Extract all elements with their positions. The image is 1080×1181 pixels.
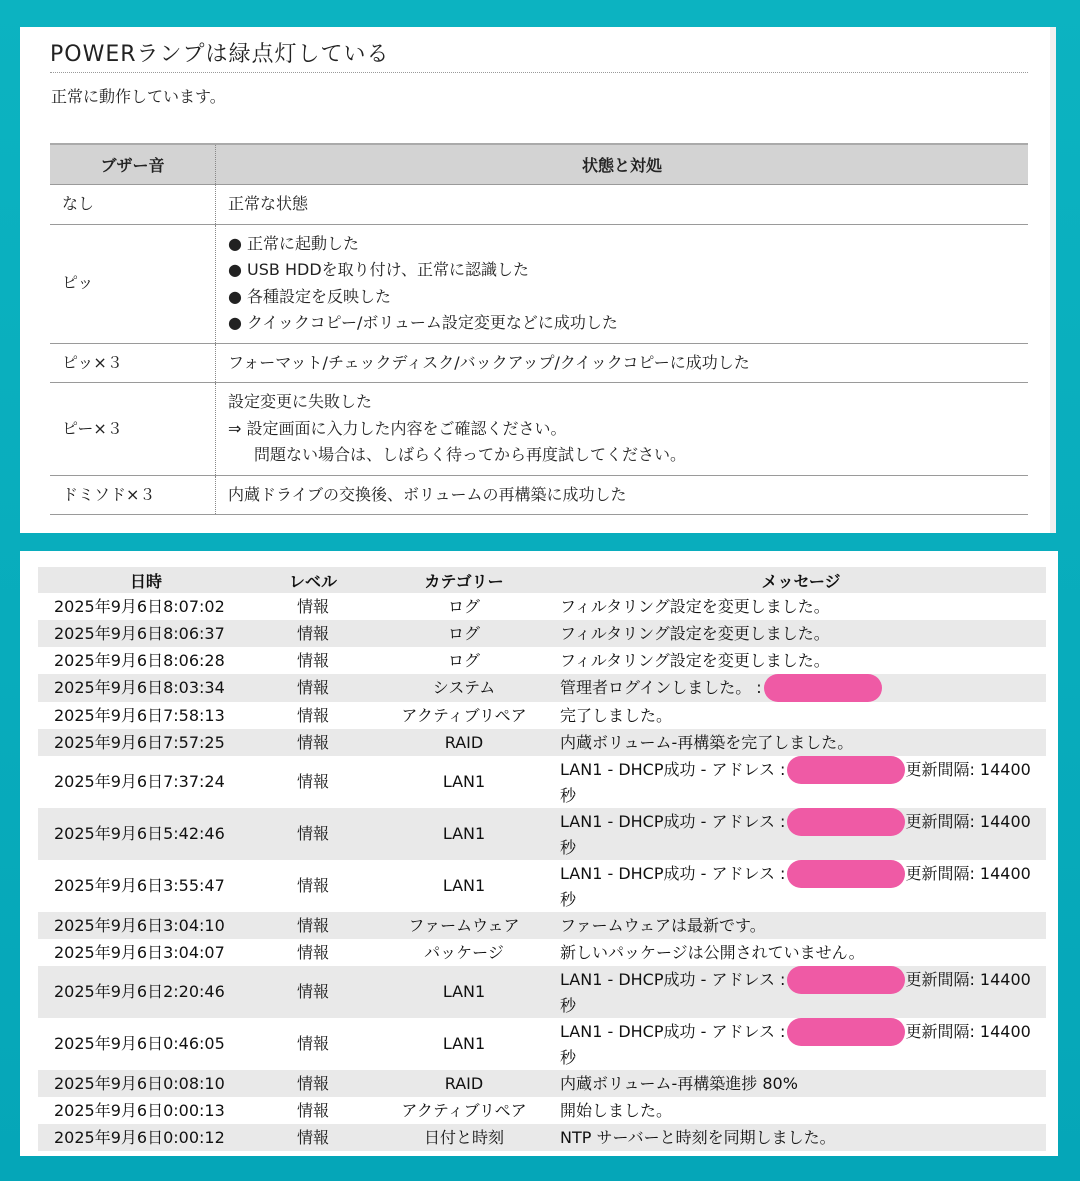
log-message-wrap: 秒 xyxy=(560,1048,577,1067)
log-message-text: 開始しました。 xyxy=(560,1100,673,1120)
log-category: LAN1 xyxy=(442,772,486,791)
log-level: 情報 xyxy=(296,650,329,670)
log-message xyxy=(556,647,1046,674)
table-row xyxy=(50,185,1028,225)
log-level: 情報 xyxy=(254,620,372,647)
log-category: ファームウェア xyxy=(372,912,556,939)
redaction-mark xyxy=(787,860,905,888)
header-status-action: 状態と対処 xyxy=(216,144,1029,185)
log-message xyxy=(556,1018,1046,1070)
table-row xyxy=(38,939,1046,966)
log-category: システム xyxy=(372,674,556,702)
log-message xyxy=(556,860,1046,912)
log-date: 2025年9月6日7:57:25 xyxy=(38,729,254,756)
log-date: 2025年9月6日3:55:47 xyxy=(54,876,225,895)
table-row xyxy=(38,1070,1046,1097)
log-level: 情報 xyxy=(254,674,372,702)
log-category: LAN1 xyxy=(442,1034,486,1053)
log-category: LAN1 xyxy=(442,876,486,895)
log-level: 情報 xyxy=(296,705,329,725)
log-message xyxy=(556,966,1046,1018)
log-level: 情報 xyxy=(254,1124,372,1151)
log-date: 2025年9月6日0:08:10 xyxy=(38,1070,254,1097)
buzzer-sound: ピッ×３ xyxy=(50,343,216,383)
log-message xyxy=(556,593,1046,620)
header-level: レベル xyxy=(254,567,372,593)
log-message-text: 管理者ログインしました。 : xyxy=(560,677,762,697)
table-row xyxy=(38,647,1046,674)
log-message-text: 新しいパッケージは公開されていません。 xyxy=(560,942,865,962)
log-level: 情報 xyxy=(254,808,372,860)
log-date: 2025年9月6日0:00:13 xyxy=(54,1100,225,1120)
table-row xyxy=(50,343,1028,383)
log-message-wrap: 秒 xyxy=(560,996,577,1015)
log-message xyxy=(556,912,1046,939)
log-category: LAN1 xyxy=(372,966,556,1018)
buzzer-table-header xyxy=(50,144,1028,185)
table-row xyxy=(38,1097,1046,1124)
log-table xyxy=(38,567,1046,1151)
log-message-text: LAN1 - DHCP成功 - アドレス : xyxy=(560,863,786,883)
log-category: 日付と時刻 xyxy=(372,1124,556,1151)
table-row xyxy=(38,860,1046,912)
log-level: 情報 xyxy=(254,729,372,756)
log-level: 情報 xyxy=(296,876,329,895)
table-row xyxy=(38,593,1046,620)
log-level: 情報 xyxy=(296,1034,329,1053)
log-table-header xyxy=(38,567,1046,593)
table-row xyxy=(38,620,1046,647)
log-category: ログ xyxy=(372,620,556,647)
log-message xyxy=(556,1124,1046,1151)
redaction-mark xyxy=(764,674,882,702)
log-message xyxy=(556,729,1046,756)
log-message-text: LAN1 - DHCP成功 - アドレス : xyxy=(560,1021,786,1041)
log-category: パッケージ xyxy=(424,942,504,962)
buzzer-help-panel xyxy=(20,27,1056,533)
status-text: 正常な状態 xyxy=(216,185,1029,225)
log-date: 2025年9月6日7:37:24 xyxy=(54,772,225,791)
log-message-text: フィルタリング設定を変更しました。 xyxy=(560,596,830,616)
redaction-mark xyxy=(787,966,905,994)
log-date: 2025年9月6日0:00:12 xyxy=(38,1124,254,1151)
buzzer-sound: なし xyxy=(50,185,216,225)
header-message: メッセージ xyxy=(556,567,1046,593)
status-text: 内蔵ドライブの交換後、ボリュームの再構築に成功した xyxy=(216,475,1029,515)
status-bullet: ● USB HDDを取り付け、正常に認識した xyxy=(228,260,530,279)
buzzer-table xyxy=(50,143,1028,515)
log-message-text: NTP サーバーと時刻を同期しました。 xyxy=(560,1127,836,1147)
log-category: アクティブリペア xyxy=(401,1100,527,1120)
status-bullet: ● 正常に起動した xyxy=(228,233,360,253)
log-message-suffix: 更新間隔: 14400 xyxy=(905,969,1031,989)
section-title: POWERランプは緑点灯している xyxy=(50,37,1028,73)
table-row xyxy=(50,475,1028,515)
log-date: 2025年9月6日3:04:10 xyxy=(38,912,254,939)
redaction-mark xyxy=(787,1018,905,1046)
log-message-suffix: 更新間隔: 14400 xyxy=(905,863,1031,883)
log-category: アクティブリペア xyxy=(401,705,527,725)
log-date: 2025年9月6日2:20:46 xyxy=(38,966,254,1018)
log-message-suffix: 更新間隔: 14400 xyxy=(905,759,1031,779)
redaction-mark xyxy=(787,756,905,784)
log-message xyxy=(556,939,1046,966)
table-row xyxy=(38,1124,1046,1151)
log-message xyxy=(556,702,1046,729)
log-message-suffix: 更新間隔: 14400 xyxy=(905,1021,1031,1041)
system-log-panel xyxy=(20,551,1058,1156)
log-level: 情報 xyxy=(254,912,372,939)
log-message xyxy=(556,620,1046,647)
log-message-text: LAN1 - DHCP成功 - アドレス : xyxy=(560,759,786,779)
table-row xyxy=(50,383,1028,476)
log-message-suffix: 更新間隔: 14400 xyxy=(905,811,1031,831)
header-buzzer-sound: ブザー音 xyxy=(50,144,216,185)
log-category: RAID xyxy=(372,1070,556,1097)
log-message-wrap: 秒 xyxy=(560,786,577,805)
buzzer-sound: ピッ xyxy=(50,224,216,343)
log-category: ログ xyxy=(447,596,480,616)
log-category: LAN1 xyxy=(372,808,556,860)
log-message-text: 内蔵ボリューム-再構築進捗 80% xyxy=(560,1073,798,1093)
log-date: 2025年9月6日8:07:02 xyxy=(54,596,225,616)
section-description: 正常に動作しています。 xyxy=(51,87,226,106)
buzzer-sound: ピー×３ xyxy=(50,383,216,476)
header-date: 日時 xyxy=(38,567,254,593)
log-date: 2025年9月6日0:46:05 xyxy=(54,1034,225,1053)
log-level: 情報 xyxy=(254,966,372,1018)
log-message xyxy=(556,1097,1046,1124)
log-level: 情報 xyxy=(296,772,329,791)
log-message xyxy=(556,674,1046,702)
table-row xyxy=(38,966,1046,1018)
status-bullet: ● 各種設定を反映した xyxy=(228,286,392,306)
log-date: 2025年9月6日8:06:37 xyxy=(38,620,254,647)
redaction-mark xyxy=(787,808,905,836)
log-date: 2025年9月6日3:04:07 xyxy=(54,942,225,962)
log-message-wrap: 秒 xyxy=(560,890,577,909)
table-row xyxy=(50,224,1028,343)
table-row xyxy=(38,729,1046,756)
table-row xyxy=(38,1018,1046,1070)
log-level: 情報 xyxy=(296,1100,329,1120)
buzzer-sound: ドミソド×３ xyxy=(50,475,216,515)
log-level: 情報 xyxy=(296,596,329,616)
log-table-body xyxy=(38,593,1046,1151)
table-row xyxy=(38,808,1046,860)
log-level: 情報 xyxy=(254,1070,372,1097)
header-category: カテゴリー xyxy=(372,567,556,593)
status-text: 設定変更に失敗した ⇒ 設定画面に入力した内容をご確認ください。 問題ない場合は、しばらく待ってから再度試してください。 xyxy=(216,383,1029,476)
log-message-text: 完了しました。 xyxy=(560,705,673,725)
table-row xyxy=(38,702,1046,729)
log-message xyxy=(556,808,1046,860)
table-row xyxy=(38,912,1046,939)
log-message-text: LAN1 - DHCP成功 - アドレス : xyxy=(560,811,786,831)
log-message-text: フィルタリング設定を変更しました。 xyxy=(560,623,830,643)
log-message xyxy=(556,756,1046,808)
status-text xyxy=(216,224,1029,343)
log-date: 2025年9月6日8:03:34 xyxy=(38,674,254,702)
status-bullet: ● クイックコピー/ボリューム設定変更などに成功した xyxy=(228,313,618,332)
log-message xyxy=(556,1070,1046,1097)
log-level: 情報 xyxy=(296,942,329,962)
log-message-text: フィルタリング設定を変更しました。 xyxy=(560,650,830,670)
status-text: フォーマット/チェックディスク/バックアップ/クイックコピーに成功した xyxy=(216,343,1029,383)
log-message-text: ファームウェアは最新です。 xyxy=(560,915,766,935)
log-message-text: LAN1 - DHCP成功 - アドレス : xyxy=(560,969,786,989)
log-category: RAID xyxy=(372,729,556,756)
log-message-text: 内蔵ボリューム-再構築を完了しました。 xyxy=(560,732,854,752)
log-category: ログ xyxy=(447,650,480,670)
log-date: 2025年9月6日5:42:46 xyxy=(38,808,254,860)
log-date: 2025年9月6日7:58:13 xyxy=(54,705,225,725)
log-date: 2025年9月6日8:06:28 xyxy=(54,650,225,670)
log-message-wrap: 秒 xyxy=(560,838,577,857)
table-row xyxy=(38,756,1046,808)
table-row xyxy=(38,674,1046,702)
